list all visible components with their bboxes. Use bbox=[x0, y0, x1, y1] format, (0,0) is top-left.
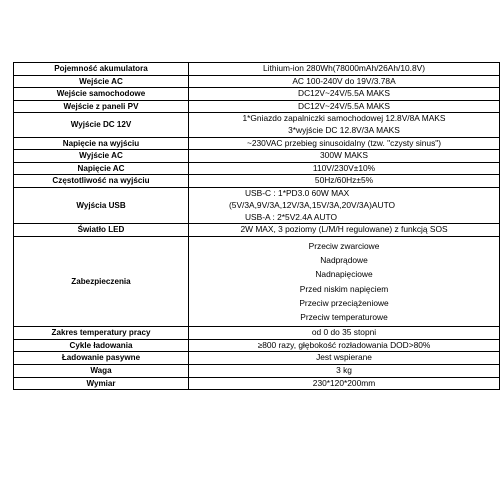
spec-label: Wyjście DC 12V bbox=[14, 113, 189, 137]
spec-label: Zabezpieczenia bbox=[14, 236, 189, 326]
table-row bbox=[14, 162, 500, 175]
spec-value: 300W MAKS bbox=[189, 150, 500, 163]
spec-label: Waga bbox=[14, 364, 189, 377]
spec-label: Wyjście AC bbox=[14, 150, 189, 163]
spec-value-line: Nadnapięciowe bbox=[315, 269, 373, 280]
spec-value bbox=[189, 113, 500, 137]
table-row bbox=[14, 113, 500, 137]
spec-label: Światło LED bbox=[14, 224, 189, 237]
spec-value-line: 1*Gniazdo zapalniczki samochodowej 12.8V/8A MAKS bbox=[242, 113, 446, 124]
table-row bbox=[14, 150, 500, 163]
spec-label: Wejście AC bbox=[14, 75, 189, 88]
table-row bbox=[14, 377, 500, 390]
protection-list bbox=[191, 237, 497, 326]
spec-value-line: USB-C : 1*PD3.0 60W MAX bbox=[245, 187, 350, 198]
spec-value: DC12V~24V/5.5A MAKS bbox=[189, 100, 500, 113]
spec-value: DC12V~24V/5.5A MAKS bbox=[189, 88, 500, 101]
spec-value bbox=[189, 187, 500, 223]
spec-value: 3 kg bbox=[189, 364, 500, 377]
spec-value-line: Przeciw zwarciowe bbox=[308, 240, 380, 251]
spec-label: Pojemność akumulatora bbox=[14, 63, 189, 76]
spec-value-line: Nadprądowe bbox=[320, 255, 368, 266]
spec-label: Wyjścia USB bbox=[14, 187, 189, 223]
spec-value bbox=[189, 236, 500, 326]
table-row bbox=[14, 88, 500, 101]
table-row bbox=[14, 137, 500, 150]
spec-value: Jest wspierane bbox=[189, 352, 500, 365]
spec-label: Wejście samochodowe bbox=[14, 88, 189, 101]
table-row bbox=[14, 224, 500, 237]
spec-label: Napięcie AC bbox=[14, 162, 189, 175]
spec-value-line: USB-A : 2*5V2.4A AUTO bbox=[245, 211, 338, 222]
spec-value-line: (5V/3A,9V/3A,12V/3A,15V/3A,20V/3A)AUTO bbox=[229, 199, 396, 210]
spec-value: 230*120*200mm bbox=[189, 377, 500, 390]
table-row bbox=[14, 327, 500, 340]
spec-value: 50Hz/60Hz±5% bbox=[189, 175, 500, 188]
table-row bbox=[14, 100, 500, 113]
table-row bbox=[14, 187, 500, 223]
spec-table bbox=[13, 62, 500, 390]
spec-label: Wymiar bbox=[14, 377, 189, 390]
table-row bbox=[14, 339, 500, 352]
spec-value: 2W MAX, 3 poziomy (L/M/H regulowane) z funkcją SOS bbox=[189, 224, 500, 237]
table-row bbox=[14, 352, 500, 365]
table-row bbox=[14, 63, 500, 76]
table-row bbox=[14, 364, 500, 377]
spec-value: ~230VAC przebieg sinusoidalny (tzw. "czysty sinus") bbox=[189, 137, 500, 150]
spec-label: Napięcie na wyjściu bbox=[14, 137, 189, 150]
spec-label: Wejście z paneli PV bbox=[14, 100, 189, 113]
table-row bbox=[14, 236, 500, 326]
spec-value-line: Przed niskim napięciem bbox=[299, 283, 389, 294]
spec-label: Ładowanie pasywne bbox=[14, 352, 189, 365]
spec-value-line: Przeciw temperaturowe bbox=[300, 311, 388, 322]
spec-value: od 0 do 35 stopni bbox=[189, 327, 500, 340]
spec-value-line: 3*wyjście DC 12.8V/3A MAKS bbox=[288, 124, 400, 135]
spec-value: ≥800 razy, głębokość rozładowania DOD>80% bbox=[189, 339, 500, 352]
table-row bbox=[14, 175, 500, 188]
spec-label: Częstotliwość na wyjściu bbox=[14, 175, 189, 188]
spec-value: 110V/230V±10% bbox=[189, 162, 500, 175]
spec-label: Cykle ładowania bbox=[14, 339, 189, 352]
spec-value-line: Przeciw przeciążeniowe bbox=[299, 297, 389, 308]
spec-sheet bbox=[13, 62, 493, 390]
spec-value: AC 100-240V do 19V/3.78A bbox=[189, 75, 500, 88]
spec-value: Lithium-ion 280Wh(78000mAh/26Ah/10.8V) bbox=[189, 63, 500, 76]
table-row bbox=[14, 75, 500, 88]
spec-label: Zakres temperatury pracy bbox=[14, 327, 189, 340]
